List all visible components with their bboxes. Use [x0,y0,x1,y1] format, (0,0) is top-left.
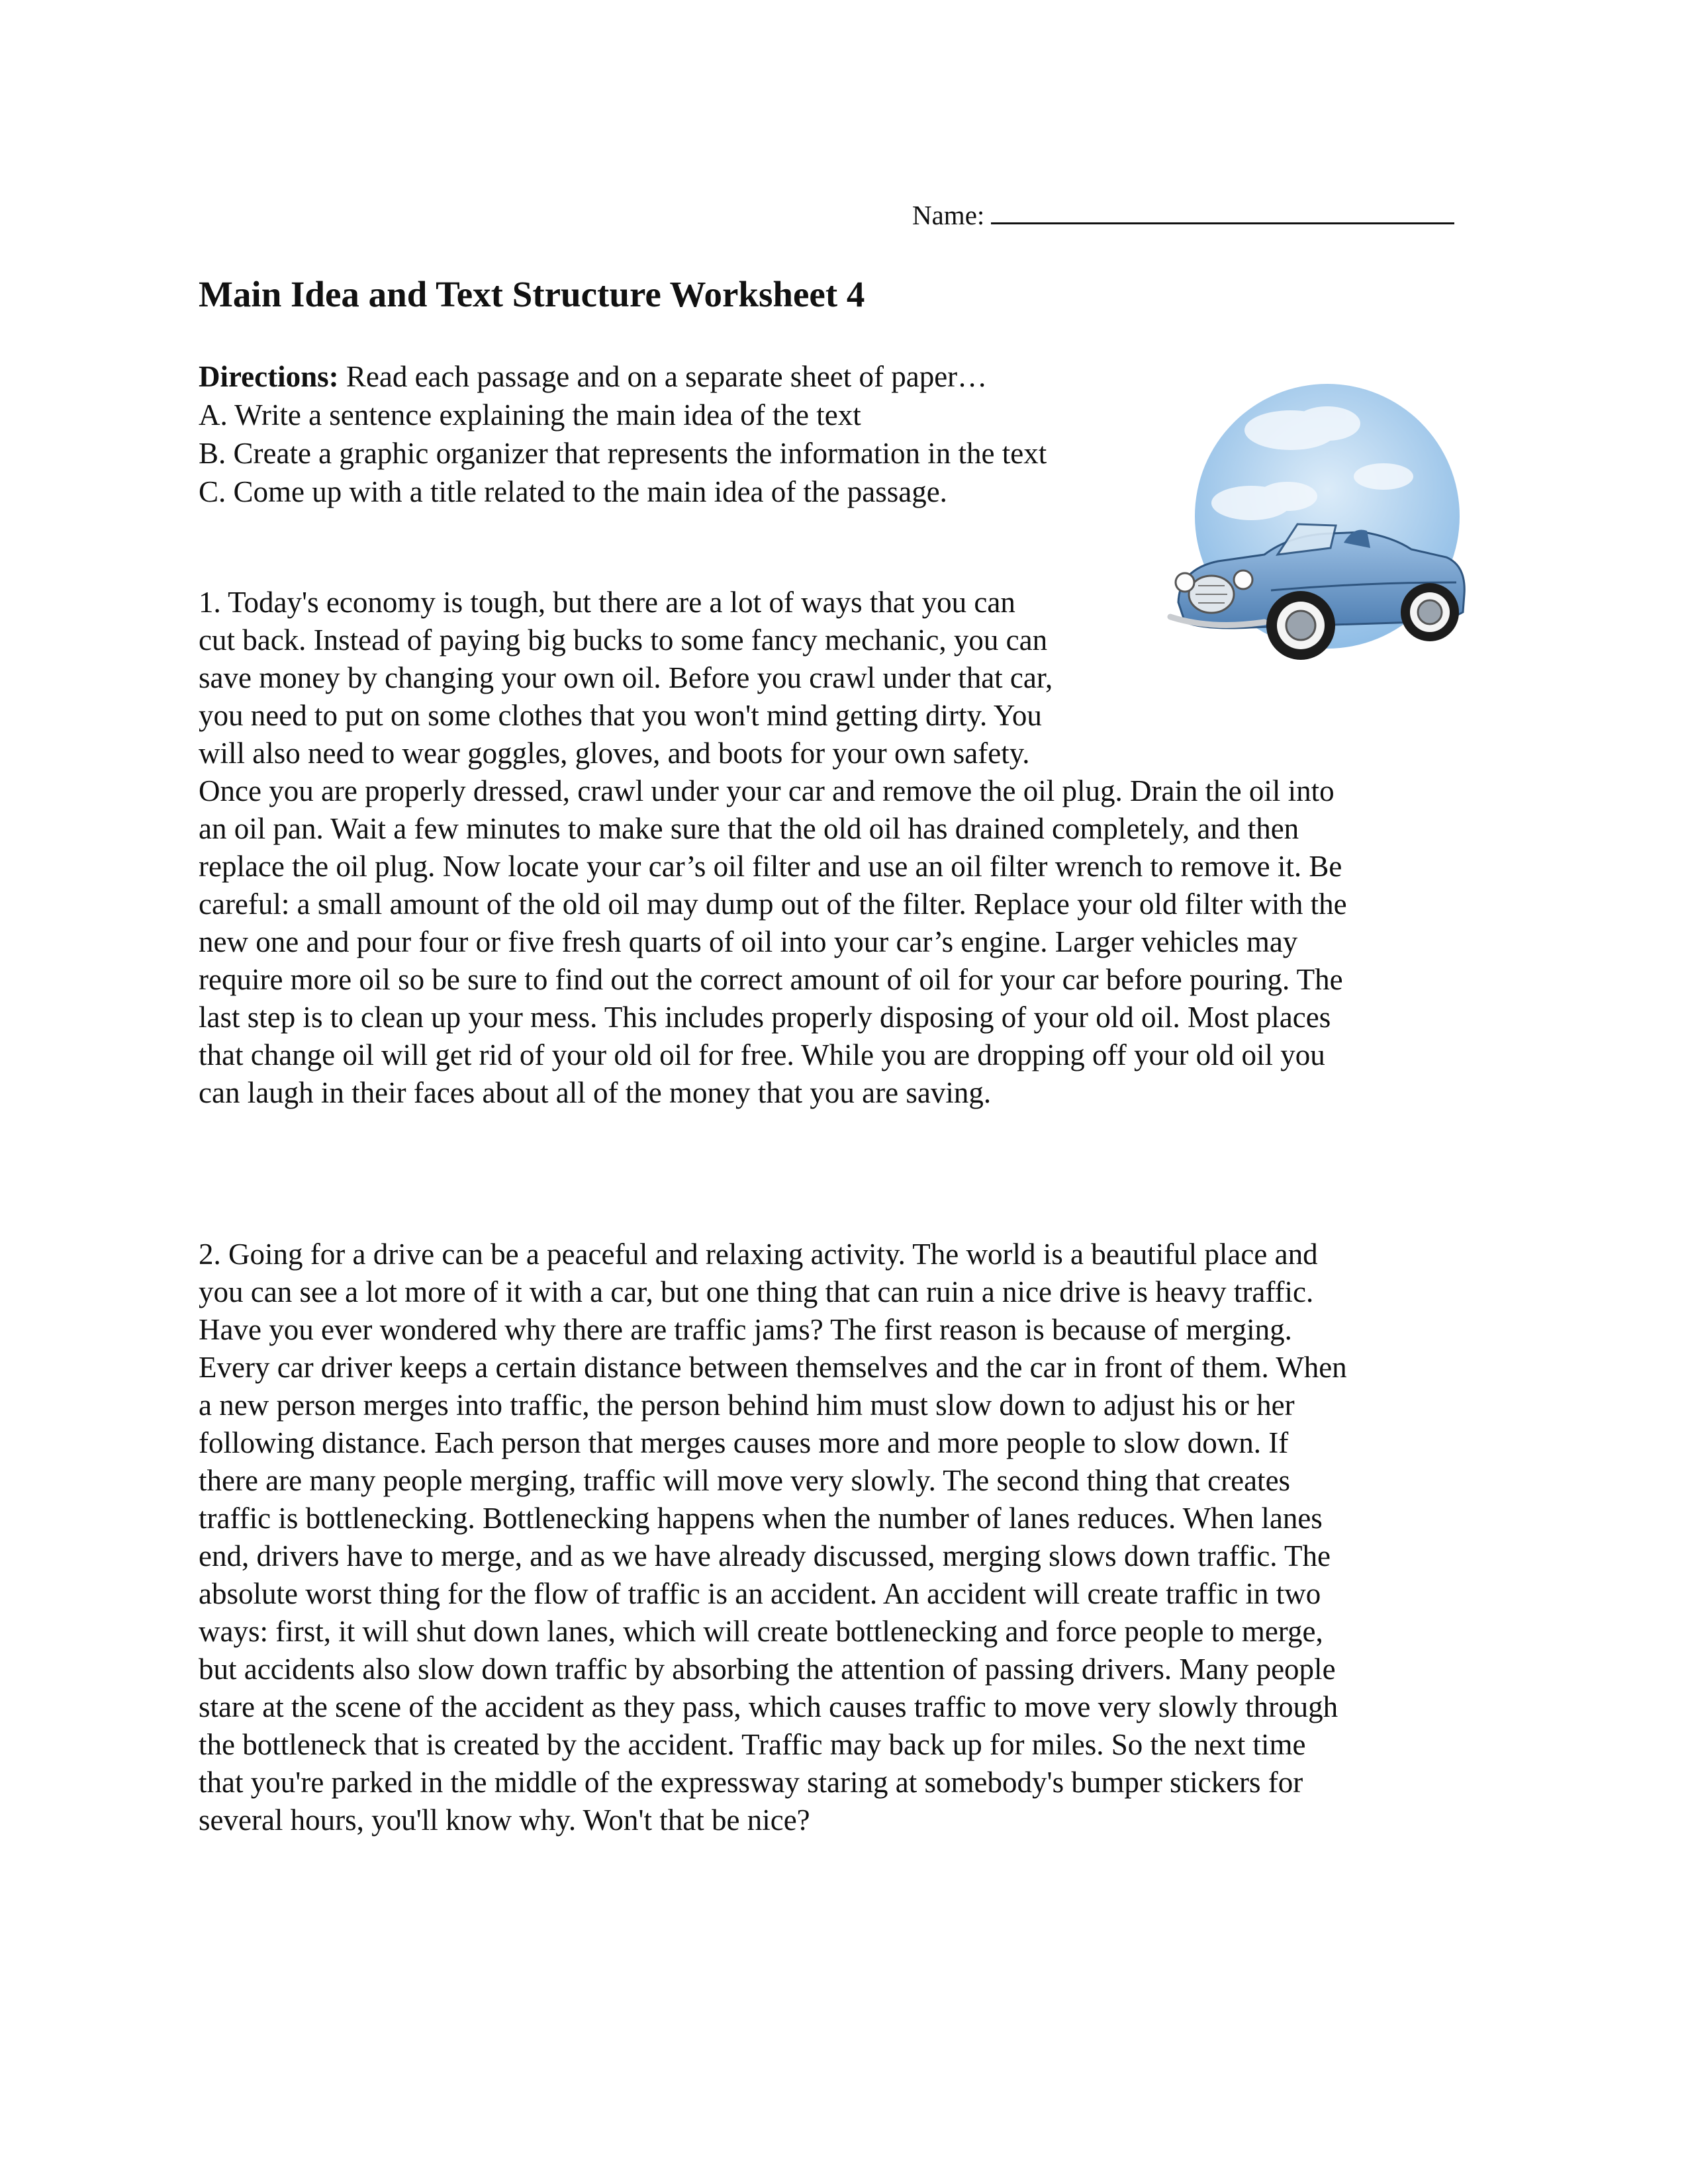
passage-line: replace the oil plug. Now locate your car’s oil filter and use an oil filter wrench to remove it. Be [199,850,1342,883]
passage-line: but accidents also slow down traffic by absorbing the attention of passing drivers. Many people [199,1653,1336,1686]
direction-item-b: B. Create a graphic organizer that represents the information in the text [199,437,1047,470]
passage-line: ways: first, it will shut down lanes, which will create bottlenecking and force people to merge, [199,1615,1323,1648]
passage-line: the bottleneck that is created by the accident. Traffic may back up for miles. So the next time [199,1728,1306,1761]
passage-line: that you're parked in the middle of the expressway staring at somebody's bumper stickers for [199,1766,1303,1799]
passage-line: Every car driver keeps a certain distance between themselves and the car in front of them. When [199,1351,1347,1384]
passage-line: stare at the scene of the accident as they pass, which causes traffic to move very slowly through [199,1690,1338,1723]
direction-item-a: A. Write a sentence explaining the main idea of the text [199,398,861,432]
passage-line: careful: a small amount of the old oil may dump out of the filter. Replace your old filter with the [199,887,1347,921]
name-blank-line[interactable] [991,196,1454,224]
passage-line: following distance. Each person that merges causes more and more people to slow down. If [199,1426,1289,1459]
passage-line: will also need to wear goggles, gloves, and boots for your own safety. [199,737,1030,770]
worksheet-title: Main Idea and Text Structure Worksheet 4 [199,274,865,314]
passage-line: there are many people merging, traffic will move very slowly. The second thing that creates [199,1464,1291,1497]
name-label: Name: [912,200,985,230]
passage-line: several hours, you'll know why. Won't that be nice? [199,1803,810,1837]
passage-line: new one and pour four or five fresh quarts of oil into your car’s engine. Larger vehicles may [199,925,1298,958]
passage-line: last step is to clean up your mess. This includes properly disposing of your old oil. Most places [199,1001,1331,1034]
directions-intro-line [199,357,1139,396]
passage-1 [199,584,1347,1112]
passage-2 [199,1236,1347,1839]
passage-line: 1. Today's economy is tough, but there are a lot of ways that you can [199,586,1015,619]
directions-intro: Read each passage and on a separate sheet of paper… [338,360,988,393]
passage-line: that change oil will get rid of your old oil for free. While you are dropping off your old oil you [199,1038,1325,1071]
passage-line: you need to put on some clothes that you won't mind getting dirty. You [199,699,1042,732]
passage-line: cut back. Instead of paying big bucks to some fancy mechanic, you can [199,623,1048,657]
passage-line: 2. Going for a drive can be a peaceful and relaxing activity. The world is a beautiful place and [199,1238,1318,1271]
directions-label: Directions: [199,360,339,393]
direction-item-c: C. Come up with a title related to the main idea of the passage. [199,475,947,508]
passage-line: Have you ever wondered why there are traffic jams? The first reason is because of merging. [199,1313,1292,1346]
passage-line: save money by changing your own oil. Before you crawl under that car, [199,661,1053,694]
name-field[interactable] [912,196,1454,234]
passage-line: end, drivers have to merge, and as we have already discussed, merging slows down traffic. The [199,1539,1331,1572]
passage-line: a new person merges into traffic, the person behind him must slow down to adjust his or her [199,1388,1295,1422]
directions-block [199,357,1139,511]
passage-line: traffic is bottlenecking. Bottlenecking happens when the number of lanes reduces. When lanes [199,1502,1323,1535]
passage-line: Once you are properly dressed, crawl under your car and remove the oil plug. Drain the oil into [199,774,1335,807]
passage-line: require more oil so be sure to find out the correct amount of oil for your car before pouring. The [199,963,1343,996]
passage-line: can laugh in their faces about all of the money that you are saving. [199,1076,992,1109]
passage-line: absolute worst thing for the flow of traffic is an accident. An accident will create traffic in two [199,1577,1321,1610]
passage-line: you can see a lot more of it with a car, but one thing that can ruin a nice drive is heavy traffic. [199,1275,1314,1308]
passage-line: an oil pan. Wait a few minutes to make sure that the old oil has drained completely, and then [199,812,1299,845]
